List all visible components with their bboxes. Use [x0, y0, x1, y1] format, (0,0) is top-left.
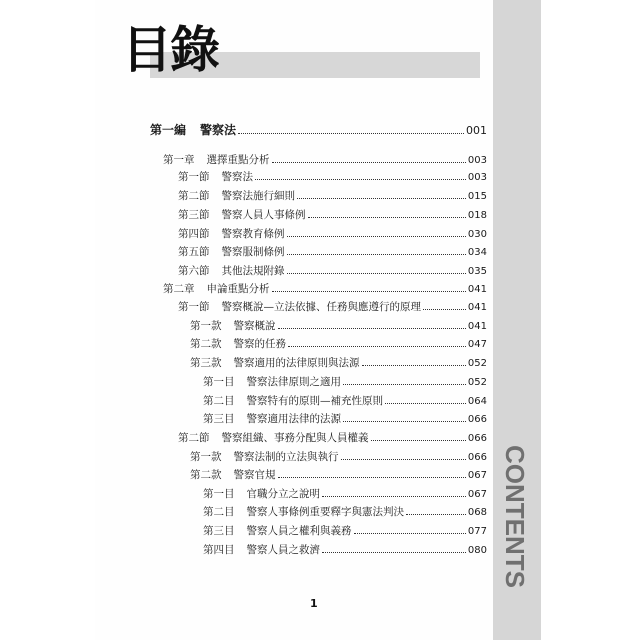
toc-entry-page: 066 [467, 452, 487, 463]
toc-entry-number: 第三款 [190, 357, 222, 369]
toc-entry-page: 035 [467, 266, 487, 277]
toc-entry-number: 第一節 [178, 171, 210, 183]
toc-entry [203, 392, 487, 408]
toc-entry-page: 066 [467, 414, 487, 425]
toc-entry-title: 警察法 [200, 123, 237, 137]
toc-leader-dots [322, 485, 466, 497]
toc-entry-number: 第三目 [203, 413, 235, 425]
side-label: CONTENTS [500, 445, 530, 588]
toc-entry-number: 第一節 [178, 301, 210, 313]
toc-entry-page: 052 [467, 358, 487, 369]
toc-entry-number: 第四目 [203, 544, 235, 556]
toc-entry-title: 警察法施行細則 [221, 190, 295, 202]
toc-leader-dots [354, 522, 466, 534]
toc-leader-dots [287, 243, 466, 255]
toc-entry-page: 001 [466, 124, 487, 137]
toc-entry-page: 067 [467, 470, 487, 481]
toc-entry [203, 485, 487, 501]
toc-leader-dots [406, 503, 466, 515]
toc-entry-title: 其他法規附錄 [221, 265, 285, 277]
toc-entry-title: 警察法 [221, 171, 253, 183]
toc-entry [190, 354, 487, 370]
toc-leader-dots [371, 429, 466, 441]
toc-entry-number: 第二目 [203, 506, 235, 518]
toc-entry-page: 003 [467, 155, 487, 166]
toc-entry-number: 第三節 [178, 209, 210, 221]
toc-entry-title: 警察概說 [233, 320, 276, 332]
toc-entry-number: 第一目 [203, 488, 235, 500]
toc-entry-title: 警察法制的立法與執行 [233, 451, 339, 463]
toc-entry-page: 064 [467, 396, 487, 407]
toc-entry [178, 262, 487, 278]
page-title: 目錄 [122, 21, 218, 79]
toc-entry-title: 警察的任務 [233, 338, 286, 350]
toc-entry-title: 申論重點分析 [206, 283, 270, 295]
toc-leader-dots [238, 122, 464, 134]
toc-entry-title: 官職分立之說明 [246, 488, 320, 500]
toc-entry-title: 警察組織、事務分配與人員權義 [221, 432, 369, 444]
toc-entry [163, 151, 487, 167]
toc-entry-title: 警察特有的原則—補充性原則 [246, 395, 383, 407]
toc-entry-number: 第一編 [150, 123, 187, 137]
toc-entry-title: 警察人員人事條例 [221, 209, 306, 221]
toc-entry-number: 第二章 [163, 283, 195, 295]
toc-leader-dots [272, 280, 466, 292]
toc-entry-page: 047 [467, 339, 487, 350]
toc-entry-page: 018 [467, 210, 487, 221]
toc-entry [203, 373, 487, 389]
toc-leader-dots [288, 335, 466, 347]
toc-entry-number: 第二目 [203, 395, 235, 407]
toc-entry-number: 第一章 [163, 154, 195, 166]
toc-entry-page: 003 [467, 172, 487, 183]
toc-entry [178, 206, 487, 222]
toc-entry [190, 466, 487, 482]
toc-entry-number: 第四節 [178, 228, 210, 240]
toc-entry-number: 第一款 [190, 451, 222, 463]
toc-leader-dots [341, 448, 466, 460]
toc-leader-dots [255, 168, 466, 180]
toc-entry-number: 第二節 [178, 190, 210, 202]
toc-entry [203, 541, 487, 557]
toc-entry [190, 317, 487, 333]
toc-entry [178, 187, 487, 203]
toc-entry-title: 選擇重點分析 [206, 154, 270, 166]
toc-leader-dots [343, 373, 466, 385]
toc-leader-dots [287, 262, 466, 274]
toc-leader-dots [343, 410, 466, 422]
toc-entry [178, 243, 487, 259]
toc-entry-number: 第五節 [178, 246, 210, 258]
toc-entry-number: 第二節 [178, 432, 210, 444]
toc-entry-page: 066 [467, 433, 487, 444]
toc-entry [190, 448, 487, 464]
toc-entry-page: 034 [467, 247, 487, 258]
toc-entry-page: 052 [467, 377, 487, 388]
toc-entry-page: 041 [467, 321, 487, 332]
toc-entry [203, 410, 487, 426]
toc-entry-page: 068 [467, 507, 487, 518]
toc-entry-page: 080 [467, 545, 487, 556]
toc-leader-dots [362, 354, 466, 366]
toc-entry-title: 警察法律原則之適用 [246, 376, 341, 388]
toc-entry [203, 522, 487, 538]
toc-entry-page: 041 [467, 284, 487, 295]
toc-entry-title: 警察服制條例 [221, 246, 285, 258]
toc-entry [190, 335, 487, 351]
toc-entry-number: 第六節 [178, 265, 210, 277]
toc-entry [150, 122, 487, 138]
page-number: 1 [310, 597, 318, 610]
toc-entry-page: 015 [467, 191, 487, 202]
toc-leader-dots [385, 392, 466, 404]
toc-entry-title: 警察教育條例 [221, 228, 285, 240]
toc-entry-number: 第二款 [190, 338, 222, 350]
toc-entry-title: 警察適用的法律原則與法源 [233, 357, 360, 369]
toc-entry [178, 298, 487, 314]
toc-entry-number: 第一款 [190, 320, 222, 332]
toc-entry-title: 警察概說—立法依據、任務與應遵行的原理 [221, 301, 421, 313]
toc-leader-dots [272, 151, 466, 163]
toc-entry-number: 第三目 [203, 525, 235, 537]
toc-entry-number: 第二款 [190, 469, 222, 481]
toc-entry [203, 503, 487, 519]
toc-entry-title: 警察適用法律的法源 [246, 413, 341, 425]
toc-entry-title: 警察人員之救濟 [246, 544, 320, 556]
toc-entry-title: 警察官規 [233, 469, 276, 481]
toc-entry-title: 警察人員之權利與義務 [246, 525, 352, 537]
toc-entry-page: 077 [467, 526, 487, 537]
toc-entry-number: 第一目 [203, 376, 235, 388]
toc-leader-dots [287, 225, 466, 237]
toc-entry-page: 030 [467, 229, 487, 240]
toc-entry-page: 041 [467, 302, 487, 313]
toc-entry-title: 警察人事條例重要釋字與憲法判決 [246, 506, 404, 518]
toc-leader-dots [423, 298, 466, 310]
toc-leader-dots [278, 466, 466, 478]
toc-entry-page: 067 [467, 489, 487, 500]
toc-leader-dots [278, 317, 466, 329]
toc-leader-dots [322, 541, 466, 553]
toc-entry [178, 168, 487, 184]
toc-leader-dots [308, 206, 466, 218]
toc-entry [178, 429, 487, 445]
toc-entry [178, 225, 487, 241]
toc-entry [163, 280, 487, 296]
toc-leader-dots [297, 187, 466, 199]
